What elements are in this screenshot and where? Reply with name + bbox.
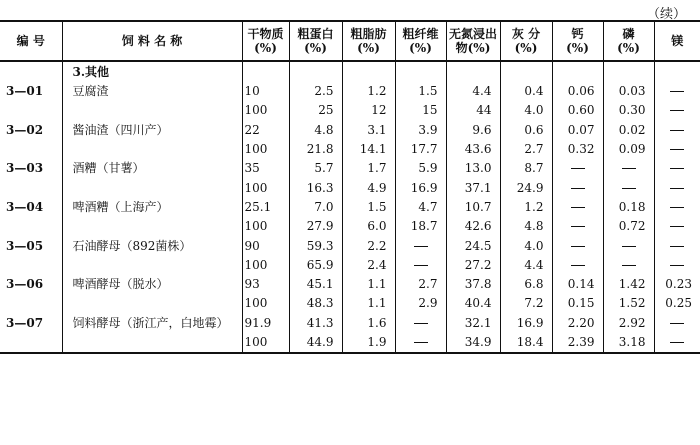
dash-mark [571,188,585,189]
dash-mark [670,168,684,169]
value-cell: 37.8 [446,275,500,294]
column-header-unit: (%) [304,41,327,55]
column-header-unit: (%) [566,41,589,55]
column-header [552,21,603,61]
table-body [0,61,700,353]
table-row [0,333,700,353]
dash-mark [670,149,684,150]
value-cell: 2.5 [289,82,342,101]
value-cell: 100 [242,101,289,120]
value-cell: 10.7 [446,198,500,217]
dash-mark [622,168,636,169]
value-cell: 35 [242,159,289,178]
feed-name-cell: 酒糟（甘薯） [62,159,242,178]
value-cell [654,314,700,333]
value-cell [654,236,700,255]
value-cell: 0.32 [552,140,603,159]
value-cell: 8.7 [500,159,552,178]
feed-name-cell [62,140,242,159]
feed-name-cell [62,178,242,197]
value-cell: 4.4 [500,256,552,275]
column-header-title: 灰 分 [511,27,541,41]
value-cell: 3.18 [603,333,654,353]
value-cell: 0.07 [552,121,603,140]
dash-mark [670,188,684,189]
column-header [446,21,500,61]
value-cell [603,159,654,178]
table-row [0,217,700,236]
column-header-title: 钙 [571,27,584,41]
value-cell: 100 [242,333,289,353]
column-header [62,21,242,61]
column-header-unit: (%) [357,41,380,55]
value-cell: 42.6 [446,217,500,236]
value-cell: 0.02 [603,121,654,140]
feed-composition-table [0,20,700,354]
value-cell [395,333,446,353]
value-cell: 4.0 [500,236,552,255]
code-cell [0,217,62,236]
dash-mark [670,130,684,131]
value-cell [603,256,654,275]
value-cell [603,178,654,197]
code-cell: 3—05 [6,238,44,253]
value-cell: 2.7 [395,275,446,294]
value-cell: 14.1 [342,140,395,159]
section-title: 3.其他 [62,61,242,82]
column-header [654,21,700,61]
column-header [289,21,342,61]
dash-mark [414,323,428,324]
header-row [0,21,700,61]
table-row [0,236,700,255]
value-cell: 0.4 [500,82,552,101]
code-cell: 3—04 [6,199,44,214]
dash-mark [571,246,585,247]
continued-label: （续） [646,7,686,22]
feed-name-cell: 酱油渣（四川产） [62,121,242,140]
value-cell: 44.9 [289,333,342,353]
dash-mark [571,226,585,227]
value-cell: 3.1 [342,121,395,140]
value-cell: 0.09 [603,140,654,159]
value-cell [552,198,603,217]
value-cell [654,256,700,275]
value-cell: 100 [242,178,289,197]
column-header-unit: (%) [617,41,640,55]
value-cell: 1.1 [342,275,395,294]
value-cell [552,178,603,197]
value-cell: 2.9 [395,294,446,313]
column-header [395,21,446,61]
dash-mark [670,226,684,227]
value-cell: 1.7 [342,159,395,178]
column-header-title: 饲 料 名 称 [121,34,183,48]
dash-mark [622,265,636,266]
value-cell: 7.0 [289,198,342,217]
value-cell: 2.7 [500,140,552,159]
table-row [0,121,700,140]
value-cell: 2.2 [342,236,395,255]
feed-name-cell [62,333,242,353]
value-cell [395,236,446,255]
value-cell: 27.9 [289,217,342,236]
dash-mark [414,265,428,266]
feed-name-cell: 饲料酵母（浙江产，白地霉） [62,314,242,333]
feed-name-cell [62,101,242,120]
value-cell [552,236,603,255]
value-cell: 37.1 [446,178,500,197]
value-cell: 0.18 [603,198,654,217]
table-row [0,198,700,217]
value-cell [654,121,700,140]
feed-name-cell [62,217,242,236]
value-cell: 4.8 [500,217,552,236]
code-cell [0,178,62,197]
value-cell [654,178,700,197]
value-cell [552,256,603,275]
value-cell: 2.20 [552,314,603,333]
value-cell: 100 [242,294,289,313]
column-header-unit: (%) [254,41,277,55]
value-cell: 0.15 [552,294,603,313]
value-cell: 16.9 [500,314,552,333]
feed-name-cell: 啤酒酵母（脱水） [62,275,242,294]
table-row [0,178,700,197]
value-cell: 43.6 [446,140,500,159]
dash-mark [414,246,428,247]
value-cell: 34.9 [446,333,500,353]
table-row [0,82,700,101]
value-cell: 24.9 [500,178,552,197]
table-row [0,294,700,313]
value-cell: 18.7 [395,217,446,236]
value-cell: 44 [446,101,500,120]
value-cell: 27.2 [446,256,500,275]
value-cell: 91.9 [242,314,289,333]
table-row [0,256,700,275]
value-cell: 90 [242,236,289,255]
table-row [0,140,700,159]
value-cell: 5.7 [289,159,342,178]
value-cell: 1.2 [500,198,552,217]
column-header-title: 粗脂肪 [350,27,387,41]
value-cell: 45.1 [289,275,342,294]
column-header-title: 粗纤维 [402,27,439,41]
value-cell: 100 [242,140,289,159]
value-cell: 0.6 [500,121,552,140]
column-header-title: 干物质 [247,27,284,41]
table-row [0,101,700,120]
value-cell: 4.8 [289,121,342,140]
dash-mark [670,110,684,111]
value-cell: 0.30 [603,101,654,120]
code-cell [0,140,62,159]
value-cell: 1.1 [342,294,395,313]
feed-name-cell [62,294,242,313]
value-cell: 0.25 [654,294,700,313]
value-cell: 17.7 [395,140,446,159]
value-cell: 0.60 [552,101,603,120]
value-cell: 40.4 [446,294,500,313]
code-cell: 3—06 [6,277,44,292]
table-row [0,275,700,294]
value-cell: 10 [242,82,289,101]
value-cell [603,236,654,255]
dash-mark [571,168,585,169]
column-header [242,21,289,61]
value-cell: 4.0 [500,101,552,120]
column-header [500,21,552,61]
column-header [0,21,62,61]
section-row [0,61,700,82]
feed-name-cell: 石油酵母（892菌株） [62,236,242,255]
value-cell [395,256,446,275]
value-cell: 100 [242,256,289,275]
value-cell: 3.9 [395,121,446,140]
value-cell: 1.42 [603,275,654,294]
dash-mark [571,207,585,208]
value-cell [552,217,603,236]
dash-mark [670,323,684,324]
value-cell: 59.3 [289,236,342,255]
dash-mark [670,207,684,208]
value-cell: 24.5 [446,236,500,255]
value-cell: 4.4 [446,82,500,101]
value-cell: 1.5 [342,198,395,217]
column-header [342,21,395,61]
column-header-title: 无氮浸出物(%) [448,27,497,55]
code-cell: 3—01 [6,84,44,99]
column-header-unit: (%) [409,41,432,55]
dash-mark [571,265,585,266]
column-header-title: 粗蛋白 [297,27,334,41]
value-cell [395,314,446,333]
column-header-title: 编 号 [16,34,45,48]
value-cell: 93 [242,275,289,294]
value-cell: 0.03 [603,82,654,101]
column-header [603,21,654,61]
dash-mark [622,246,636,247]
code-cell: 3—07 [6,315,44,330]
value-cell: 32.1 [446,314,500,333]
code-cell [0,333,62,353]
value-cell: 15 [395,101,446,120]
value-cell: 100 [242,217,289,236]
value-cell: 9.6 [446,121,500,140]
value-cell: 4.7 [395,198,446,217]
value-cell: 1.52 [603,294,654,313]
value-cell: 0.72 [603,217,654,236]
value-cell: 1.9 [342,333,395,353]
value-cell: 6.0 [342,217,395,236]
code-cell [0,256,62,275]
value-cell: 4.9 [342,178,395,197]
table-row [0,314,700,333]
dash-mark [670,91,684,92]
value-cell: 13.0 [446,159,500,178]
value-cell: 65.9 [289,256,342,275]
value-cell [552,159,603,178]
value-cell: 1.2 [342,82,395,101]
value-cell [654,217,700,236]
value-cell: 5.9 [395,159,446,178]
dash-mark [622,188,636,189]
value-cell: 2.39 [552,333,603,353]
value-cell: 22 [242,121,289,140]
dash-mark [670,246,684,247]
feed-name-cell: 啤酒糟（上海产） [62,198,242,217]
table-row [0,159,700,178]
code-cell [0,101,62,120]
value-cell: 21.8 [289,140,342,159]
value-cell [654,159,700,178]
value-cell: 25 [289,101,342,120]
value-cell: 6.8 [500,275,552,294]
value-cell: 2.92 [603,314,654,333]
value-cell: 1.6 [342,314,395,333]
column-header-unit: (%) [514,41,538,55]
dash-mark [670,265,684,266]
value-cell: 16.3 [289,178,342,197]
value-cell: 2.4 [342,256,395,275]
code-cell [0,61,62,82]
value-cell [654,333,700,353]
value-cell: 16.9 [395,178,446,197]
code-cell [0,294,62,313]
column-header-title: 磷 [622,27,635,41]
column-header-title: 镁 [671,34,684,48]
feed-name-cell: 豆腐渣 [62,82,242,101]
feed-name-cell [62,256,242,275]
value-cell: 41.3 [289,314,342,333]
value-cell: 25.1 [242,198,289,217]
value-cell: 48.3 [289,294,342,313]
code-cell: 3—03 [6,161,44,176]
value-cell: 12 [342,101,395,120]
value-cell [654,198,700,217]
value-cell [654,101,700,120]
value-cell: 0.06 [552,82,603,101]
value-cell [654,82,700,101]
value-cell: 18.4 [500,333,552,353]
value-cell: 1.5 [395,82,446,101]
value-cell [654,140,700,159]
code-cell: 3—02 [6,122,44,137]
dash-mark [414,342,428,343]
value-cell: 0.23 [654,275,700,294]
dash-mark [670,342,684,343]
value-cell: 7.2 [500,294,552,313]
value-cell: 0.14 [552,275,603,294]
